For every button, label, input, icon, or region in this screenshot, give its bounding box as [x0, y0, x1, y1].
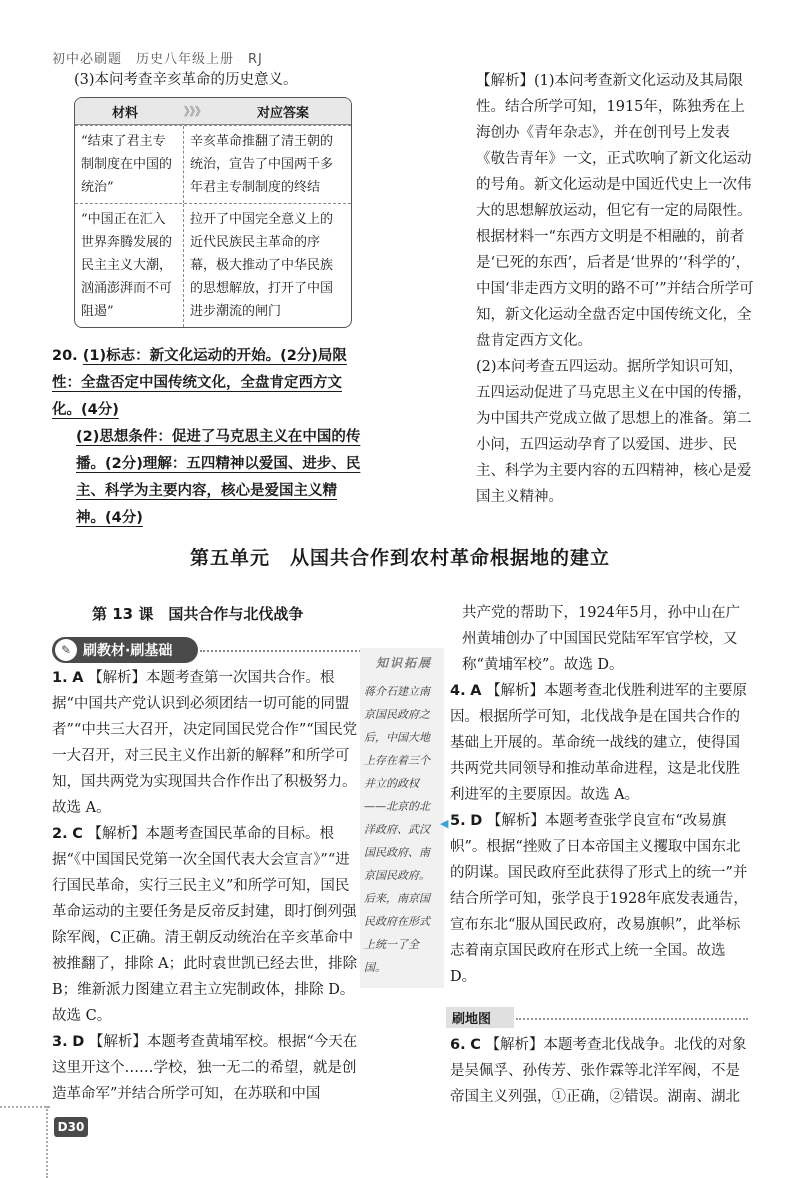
map-section-tag: 刷地图: [446, 1007, 514, 1028]
sidebar-title: 知识拓展: [376, 656, 433, 670]
answer-text: 【解析】本题考查第一次国共合作。根据“中国共产党认识到必须团结一切可能的同盟者”“中共三大召开，决定同国民党合作”“国民党一大召开，对三民主义作出新的解释”和所学可知，国共两党为实现国共合作作出了积极努力。故选 A。: [52, 670, 358, 816]
badge-label: 刷教材·刷基础: [83, 643, 173, 659]
page-number: D30: [54, 1117, 88, 1137]
q3-continuation: 共产党的帮助下，1924年5月，孙中山在广州黄埔创办了中国国民党陆军军官学校，又称“黄埔军校”。故选 D。: [462, 605, 741, 673]
q19-part3-intro: [74, 68, 364, 93]
question-number: 6.: [450, 1037, 466, 1053]
lesson-answers-right: [450, 600, 754, 990]
running-header: 初中必刷题 历史八年级上册 RJ: [52, 52, 263, 67]
divider: [516, 1018, 748, 1020]
question-number: 1.: [52, 670, 68, 686]
table-cell-material: “结束了君主专制制度在中国的统治”: [75, 126, 184, 203]
sidebar-text: 蒋介石建立南京国民政府之后，中国大地上存在着三个并立的政权——北京的北洋政府、武汉国民政府、南京国民政府。后来，南京国民政府在形式上统一了全国。: [364, 685, 430, 974]
table-cell-answer: 拉开了中国完全意义上的近代民族民主革命的序幕，极大推动了中华民族的思想解放，打开了中国进步潮流的闸门: [190, 212, 334, 319]
question-number: 2.: [52, 826, 68, 842]
arrows-icon: 》》》: [184, 105, 206, 118]
material-answer-table: [74, 97, 352, 328]
answer-text: 【解析】本题考查北伐胜利进军的主要原因。根据所学可知，北伐战争是在国共合作的基础上开展的。革命统一战线的建立，使得国共两党共同领导和推动革命进程，这是北伐胜利进军的主要原因。故选 A。: [450, 683, 748, 803]
q20-analysis: [476, 68, 754, 510]
answer-letter: A: [470, 683, 482, 699]
q20-part2-text: (2)思想条件：促进了马克思主义在中国的传播。(2分)理解：五四精神以爱国、进步、民主、科学为主要内容，核心是爱国主义精神。(4分): [76, 429, 361, 526]
answer-text: 【解析】本题考查北伐战争。北伐的对象是吴佩孚、孙传芳、张作霖等北洋军阀，不是帝国主义列强，①正确，②错误。湖南、湖北: [450, 1037, 747, 1105]
table-row: [75, 203, 351, 327]
unit-title: 第五单元 从国共合作到农村革命根据地的建立: [189, 547, 610, 569]
analysis-part1: 【解析】(1)本问考查新文化运动及其局限性。结合所学可知，1915年，陈独秀在上海创办《青年杂志》，并在创刊号上发表《敬告青年》一文，正式吹响了新文化运动的号角。新文化运动是中国近代史上一次伟大的思想解放运动，但它有一定的局限性。根据材料一“东西方文明是不相融的，前者是‘已死的东西’，后者是‘世界的’‘科学的’，中国‘非走西方文明的路不可’”并结合所学可知，新文化运动全盘否定中国传统文化，全盘肯定西方文化。: [476, 73, 754, 349]
answer-text: 【解析】本题考查黄埔军校。根据“今天在这里开这个……学校，独一无二的希望，就是创造革命军”并结合所学可知，在苏联和中国: [52, 1034, 358, 1102]
question-number: 3.: [52, 1034, 68, 1050]
table-header: [75, 98, 351, 125]
table-cell-answer: 辛亥革命推翻了清王朝的统治，宣告了中国两千多年君主专制制度的终结: [190, 134, 334, 195]
answer-letter: C: [72, 826, 83, 842]
answer-item: [450, 678, 754, 808]
answer-text: 【解析】本题考查张学良宣布“改易旗帜”。根据“挫败了日本帝国主义攫取中国东北的阴谋。国民政府至此获得了形式上的统一”并结合所学可知，张学良于1928年底发表通告，宣布东北“服从国民政府，改易旗帜”，此举标志着南京国民政府在形式上统一全国。故选 D。: [450, 813, 748, 985]
table-col-material: 材料: [111, 105, 138, 121]
answer-text: 【解析】本题考查国民革命的目标。根据“《中国国民党第一次全国代表大会宣言》”“进行国民革命，实行三民主义”和所学可知，国民革命运动的主要任务是反帝反封建，即打倒列强除军阀，C正确。清王朝反动统治在辛亥革命中被推翻了，排除 A；此时袁世凯已经去世，排除 B；维新派力图建立君主立宪制政体，排除 D。故选 C。: [52, 826, 358, 1024]
section-badge: [52, 637, 198, 663]
q20-part1-text: (1)标志：新文化运动的开始。(2分)局限性：全盘否定中国传统文化，全盘肯定西方文化。(4分): [52, 348, 347, 418]
table-row: [75, 125, 351, 203]
pointer-arrow-icon: ◀: [440, 817, 449, 830]
analysis-part2: (2)本问考查五四运动。据所学知识可知，五四运动促进了马克思主义在中国的传播，为中国共产党成立做了思想上的准备。第二小问，五四运动孕育了以爱国、进步、民主、科学为主要内容的五四精神，核心是爱国主义精神。: [476, 359, 752, 505]
q20-answer: [52, 343, 362, 532]
answer-letter: C: [470, 1037, 481, 1053]
answer-item: [52, 821, 358, 1029]
answer-letter: D: [470, 813, 483, 829]
lesson-title: 第 13 课 国共合作与北伐战争: [92, 605, 304, 623]
answer-letter: D: [72, 1034, 85, 1050]
lesson-answers-left: [52, 665, 358, 1107]
question-number: 5.: [450, 813, 466, 829]
question-number: 20.: [52, 348, 78, 364]
map-answers: [450, 1032, 754, 1110]
answer-item: [52, 665, 358, 821]
corner-decoration: [0, 1106, 50, 1108]
table-col-answer: 对应答案: [256, 105, 309, 121]
corner-decoration: [46, 1106, 48, 1178]
pen-icon: ✎: [55, 639, 77, 661]
question-number: 4.: [450, 683, 466, 699]
q3-intro-text: (3)本问考查辛亥革命的历史意义。: [74, 72, 298, 88]
answer-item: [450, 808, 754, 990]
answer-item: [52, 1029, 358, 1107]
table-cell-material: “中国正在汇入世界奔腾发展的民主主义大潮，汹涌澎湃而不可阻遏”: [75, 204, 184, 327]
answer-item: [450, 1032, 754, 1110]
answer-letter: A: [72, 670, 84, 686]
